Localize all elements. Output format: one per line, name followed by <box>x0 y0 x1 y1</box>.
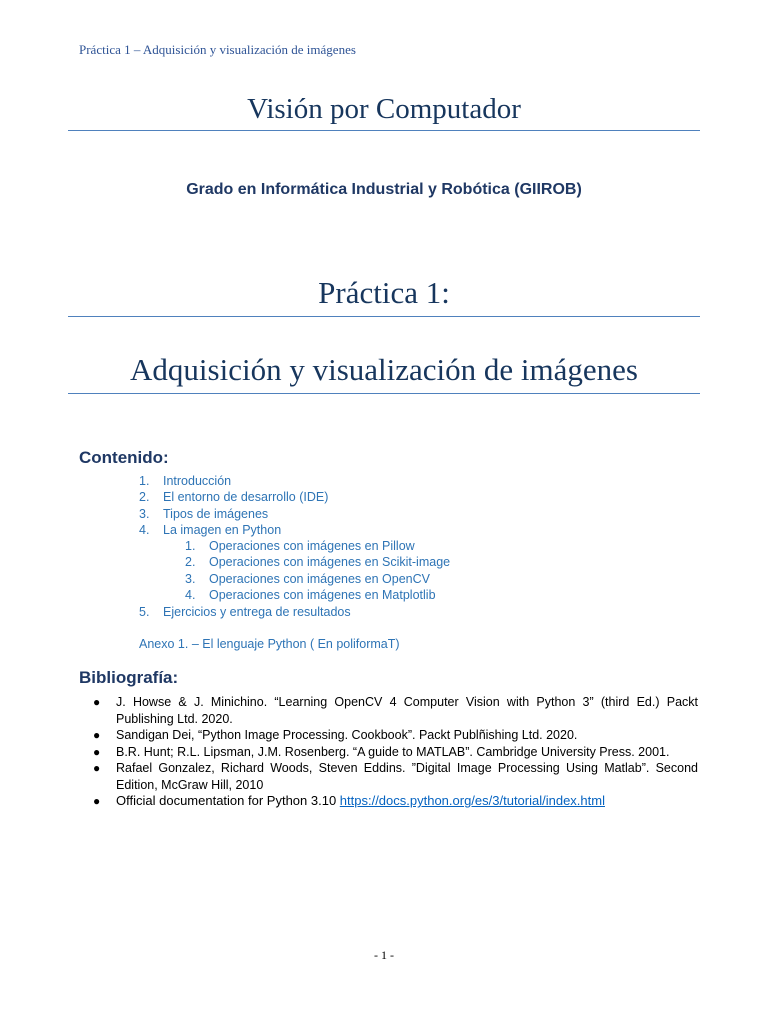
contents-heading: Contenido: <box>79 448 169 467</box>
toc-subitem-opencv[interactable] <box>185 572 430 586</box>
bibliography-text: Sandigan Dei, “Python Image Processing. Cookbook”. Packt Publñishing Ltd. 2020. <box>116 728 578 742</box>
bibliography-list <box>93 694 698 810</box>
title-rule <box>68 130 700 131</box>
toc-item-label: Operaciones con imágenes en OpenCV <box>209 572 430 586</box>
course-title: Visión por Computador <box>247 93 521 125</box>
python-docs-link[interactable]: https://docs.python.org/es/3/tutorial/index.html <box>339 793 605 808</box>
bibliography-text: Rafael Gonzalez, Richard Woods, Steven Eddins. ”Digital Image Processing Using Matlab”. Second Edition, McGraw Hill, 2010 <box>116 761 698 792</box>
toc-item-label: Introducción <box>163 474 232 488</box>
bibliography-text: B.R. Hunt; R.L. Lipsman, J.M. Rosenberg. “A guide to MATLAB”. Cambridge University Press. 2001. <box>116 744 670 759</box>
toc-item-label: El entorno de desarrollo (IDE) <box>163 490 329 504</box>
practice-label-rule <box>68 316 700 317</box>
toc-subitem-pillow[interactable] <box>185 539 415 553</box>
bullet-icon: ● <box>93 695 101 709</box>
toc-item-label: Operaciones con imágenes en Pillow <box>209 539 415 553</box>
toc-item-number: 2. <box>185 555 196 569</box>
toc-item-introduccion[interactable] <box>139 474 231 488</box>
toc-item-python[interactable] <box>139 523 281 537</box>
toc-item-number: 4. <box>139 523 150 537</box>
bullet-icon: ● <box>93 794 101 808</box>
bibliography-item <box>93 744 698 761</box>
toc-item-label: Tipos de imágenes <box>163 507 269 521</box>
toc-subitem-scikit[interactable] <box>185 555 450 569</box>
toc-item-label: La imagen en Python <box>163 523 282 537</box>
bibliography-text: J. Howse & J. Minichino. “Learning OpenCV 4 Computer Vision with Python 3” (third Ed.) Packt Publishing Ltd. 2020. <box>116 695 698 726</box>
toc-item-number: 3. <box>139 507 150 521</box>
toc-item-label: Operaciones con imágenes en Matplotlib <box>209 588 436 602</box>
bullet-icon: ● <box>93 728 101 742</box>
bullet-icon: ● <box>93 744 101 759</box>
bibliography-item <box>93 760 698 793</box>
toc-item-tipos[interactable] <box>139 507 268 521</box>
bibliography-heading: Bibliografía: <box>79 668 179 687</box>
toc-item-number: 3. <box>185 572 196 586</box>
toc-item-number: 5. <box>139 605 150 619</box>
page-number: - 1 - <box>374 948 394 962</box>
bibliography-item <box>93 727 698 744</box>
toc-item-number: 2. <box>139 490 150 504</box>
bullet-icon: ● <box>93 761 101 775</box>
bibliography-item <box>93 793 698 810</box>
running-header: Práctica 1 – Adquisición y visualización de imágenes <box>79 42 356 57</box>
toc-item-label: Ejercicios y entrega de resultados <box>163 605 351 619</box>
practice-title-rule <box>68 393 700 394</box>
toc-item-number: 1. <box>139 474 150 488</box>
toc-item-number: 1. <box>185 539 196 553</box>
toc-item-ide[interactable] <box>139 490 328 504</box>
toc-item-label: Operaciones con imágenes en Scikit-image <box>209 555 451 569</box>
toc-item-number: 4. <box>185 588 196 602</box>
toc-annex-link[interactable]: Anexo 1. – El lenguaje Python ( En poliformaT) <box>139 637 400 651</box>
toc-item-ejercicios[interactable] <box>139 605 351 619</box>
bibliography-text: Official documentation for Python 3.10 <box>116 793 340 808</box>
practice-title: Adquisición y visualización de imágenes <box>130 352 638 387</box>
toc-subitem-matplotlib[interactable] <box>185 588 436 602</box>
bibliography-item <box>93 694 698 727</box>
practice-label: Práctica 1: <box>318 275 450 310</box>
degree-subtitle: Grado en Informática Industrial y Robótica (GIIROB) <box>186 181 582 198</box>
